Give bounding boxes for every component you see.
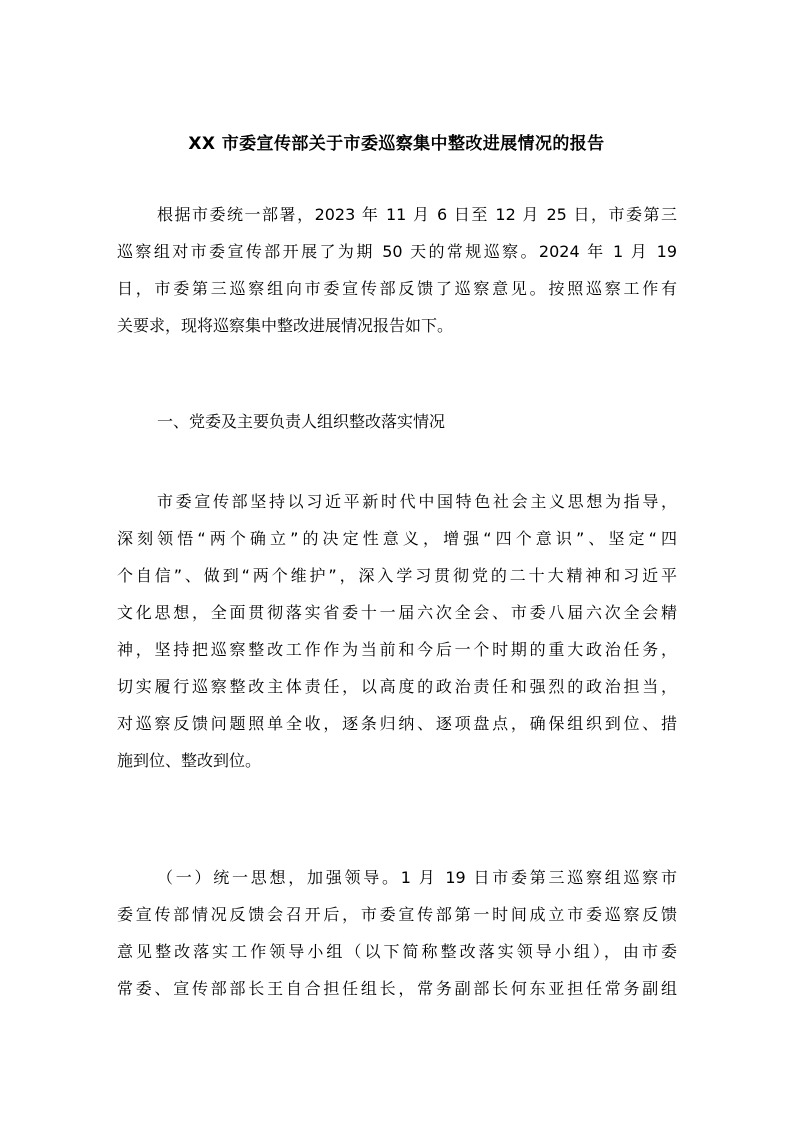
body-paragraph bbox=[117, 483, 677, 779]
section-heading-block bbox=[117, 403, 677, 440]
paragraph-line: 个自信”、做到“两个维护”，深入学习贯彻党的二十大精神和习近平 bbox=[117, 566, 677, 585]
intro-paragraph bbox=[117, 196, 677, 344]
paragraph-line: 神，坚持把巡察整改工作作为当前和今后一个时期的重大政治任务， bbox=[117, 640, 677, 659]
paragraph-line: 切实履行巡察整改主体责任，以高度的政治责任和强烈的政治担当， bbox=[117, 677, 677, 696]
subsection-paragraph bbox=[117, 859, 677, 1007]
paragraph-line: 对巡察反馈问题照单全收，逐条归纳、逐项盘点，确保组织到位、措 bbox=[117, 714, 677, 733]
paragraph-line: 委宣传部情况反馈会召开后，市委宣传部第一时间成立市委巡察反馈 bbox=[117, 905, 677, 924]
paragraph-line: 深刻领悟“两个确立”的决定性意义，增强“四个意识”、坚定“四 bbox=[117, 529, 677, 548]
paragraph-line: 市委宣传部坚持以习近平新时代中国特色社会主义思想为指导， bbox=[157, 492, 677, 511]
paragraph-line: 常委、宣传部部长王自合担任组长，常务副部长何东亚担任常务副组 bbox=[117, 979, 677, 998]
paragraph-line: 文化思想，全面贯彻落实省委十一届六次全会、市委八届六次全会精 bbox=[117, 603, 677, 622]
paragraph-line: 根据市委统一部署，2023 年 11 月 6 日至 12 月 25 日，市委第三 bbox=[157, 205, 677, 224]
paragraph-line: 意见整改落实工作领导小组（以下简称整改落实领导小组），由市委 bbox=[117, 942, 677, 961]
paragraph-line: 关要求，现将巡察集中整改进展情况报告如下。 bbox=[117, 316, 454, 335]
document-title: XX 市委宣传部关于市委巡察集中整改进展情况的报告 bbox=[188, 134, 605, 154]
paragraph-line: 日，市委第三巡察组向市委宣传部反馈了巡察意见。按照巡察工作有 bbox=[117, 279, 677, 298]
paragraph-line: （一）统一思想，加强领导。1 月 19 日市委第三巡察组巡察市 bbox=[157, 868, 677, 887]
paragraph-line: 施到位、整改到位。 bbox=[117, 751, 262, 770]
section-heading: 一、党委及主要负责人组织整改落实情况 bbox=[157, 412, 446, 431]
paragraph-line: 巡察组对市委宣传部开展了为期 50 天的常规巡察。2024 年 1 月 19 bbox=[117, 242, 677, 261]
